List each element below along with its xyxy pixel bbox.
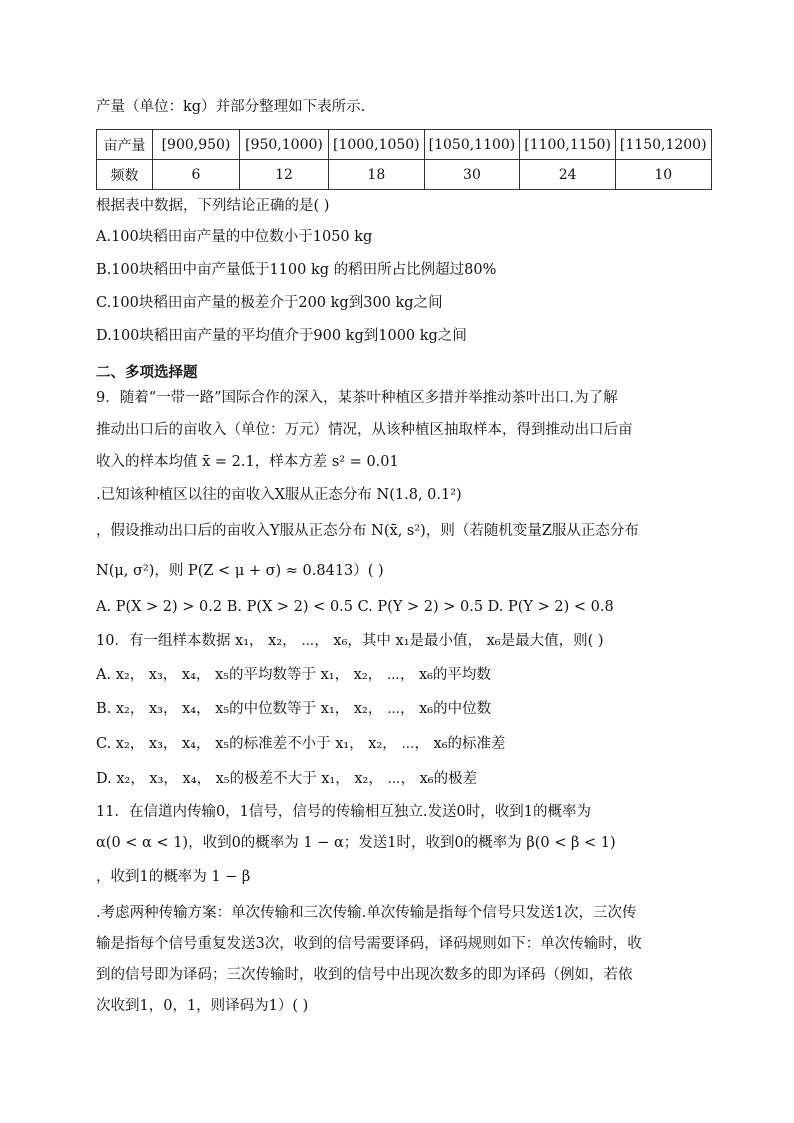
table-intro: 产量（单位：kg）并部分整理如下表所示. <box>96 99 366 115</box>
question-8-option-b: B.100块稻田中亩产量低于1100 kg 的稻田所占比例超过80% <box>96 262 497 278</box>
table-cell: [1000,1050) <box>329 130 425 160</box>
question-8-option-c: C.100块稻田亩产量的极差介于200 kg到300 kg之间 <box>96 295 443 311</box>
frequency-table <box>96 129 712 190</box>
question-10-option-c: C. x₂， x₃， x₄， x₅的标准差不小于 x₁， x₂， ⋯， x₆的标准差 <box>96 736 506 752</box>
question-11-line: 11．在信道内传输0，1信号，信号的传输相互独立.发送0时，收到1的概率为 <box>96 804 591 820</box>
question-11-line: 到的信号即为译码；三次传输时，收到的信号中出现次数多的即为译码（例如，若依 <box>96 967 633 983</box>
question-10-option-b: B. x₂， x₃， x₄， x₅的中位数等于 x₁， x₂， ⋯， x₆的中位数 <box>96 701 492 717</box>
table-cell: 18 <box>329 160 425 190</box>
table-cell: [1100,1150) <box>520 130 616 160</box>
question-9-line: N(μ, σ²)，则 P(Z < μ + σ) ≈ 0.8413）( ) <box>96 563 384 579</box>
table-cell: [1150,1200) <box>615 130 711 160</box>
question-9-line: ，假设推动出口后的亩收入Y服从正态分布 N(x̄, s²)，则（若随机变量Z服从正态分布 <box>96 523 639 539</box>
table-cell: 10 <box>615 160 711 190</box>
question-10-option-a: A. x₂， x₃， x₄， x₅的平均数等于 x₁， x₂， ⋯， x₆的平均数 <box>96 667 491 683</box>
question-11-line: 次收到1，0，1，则译码为1）( ) <box>96 998 309 1014</box>
table-cell: [1050,1100) <box>424 130 520 160</box>
question-10-option-d: D. x₂， x₃， x₄， x₅的极差不大于 x₁， x₂， ⋯， x₆的极差 <box>96 771 478 787</box>
question-9-line: 收入的样本均值 x̄ = 2.1，样本方差 s² = 0.01 <box>96 454 399 470</box>
question-11-line: 输是指每个信号重复发送3次，收到的信号需要译码，译码规则如下：单次传输时，收 <box>96 936 642 952</box>
table-row <box>97 160 712 190</box>
table-cell: [900,950) <box>153 130 240 160</box>
table-cell: 24 <box>520 160 616 190</box>
question-11-line: ，收到1的概率为 1 − β <box>96 869 251 885</box>
table-header-cell: 频数 <box>97 160 153 190</box>
table-cell: 6 <box>153 160 240 190</box>
question-8-option-d: D.100块稻田亩产量的平均值介于900 kg到1000 kg之间 <box>96 328 467 344</box>
table-header-cell: 亩产量 <box>97 130 153 160</box>
table-row <box>97 130 712 160</box>
question-8-option-a: A.100块稻田亩产量的中位数小于1050 kg <box>96 229 373 245</box>
section-heading: 二、多项选择题 <box>96 364 198 381</box>
question-9-line: 推动出口后的亩收入（单位：万元）情况，从该种植区抽取样本，得到推动出口后亩 <box>96 422 633 438</box>
question-9-options: A. P(X > 2) > 0.2 B. P(X > 2) < 0.5 C. P(Y > 2) > 0.5 D. P(Y > 2) < 0.8 <box>96 599 614 615</box>
table-cell: 12 <box>240 160 329 190</box>
question-8-stem: 根据表中数据，下列结论正确的是( ) <box>96 198 330 214</box>
question-9-line: 9．随着“一带一路”国际合作的深入，某茶叶种植区多措并举推动茶叶出口.为了解 <box>96 390 618 406</box>
question-11-line: α(0 < α < 1)，收到0的概率为 1 − α；发送1时，收到0的概率为 β(0 < β < 1) <box>96 835 616 851</box>
table-cell: 30 <box>424 160 520 190</box>
question-10-stem: 10．有一组样本数据 x₁， x₂， ⋯， x₆，其中 x₁是最小值， x₆是最大值，则( ) <box>96 633 604 649</box>
question-9-line: .已知该种植区以往的亩收入X服从正态分布 N(1.8, 0.1²) <box>96 487 462 503</box>
table-cell: [950,1000) <box>240 130 329 160</box>
question-11-line: .考虑两种传输方案：单次传输和三次传输.单次传输是指每个信号只发送1次，三次传 <box>96 905 637 921</box>
